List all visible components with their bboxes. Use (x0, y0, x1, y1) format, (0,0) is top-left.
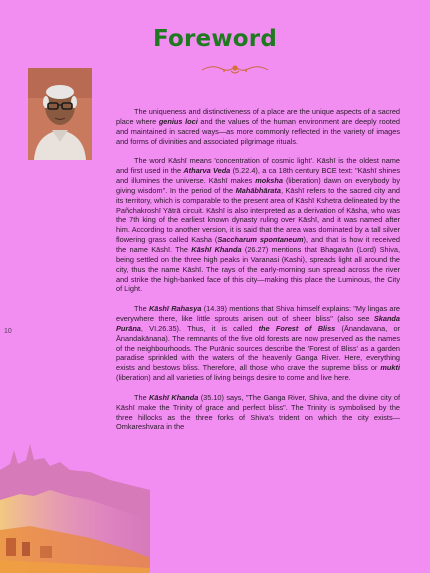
paragraph: The Kāshī Khanda (35.10) says, "The Ganga River, Shiva, and the divine city of Kāshī make the Trinity of grace and perfect bliss". The Trinity is symbolised by the three hillocks as the three forks of Shiva's trident on which the city exists—Omkareshvara in the (116, 392, 401, 432)
foreword-body (116, 107, 400, 442)
paragraph: The word Kāshī means 'concentration of cosmic light'. Kāshī is the oldest name and first used in the Atharva Veda (5.22.4), a ca 18th century BCE text: "Kāshī shines and illumines the universe. Kāshī makes moksha (liberation) dawn on everybody by giving wisdom". In the period of the Mahābhārata, Kāshī refers to the sacred city and its territory, which is comparable to the present area of Kāshī Kshetra delineated by the Pañchakroshī Yātrā circuit. Kāshī is also interpreted as a derivation of Kāsha, who was the 7th king of the earliest known dynasty ruling over Kāshī, and it was named after him. According to another version, it is said that the area was dominated by a tall silver flowering grass called Kasha (Saccharum spontaneum), and that is how it received the name Kāshī. The Kāshī Khanda (26.27) mentions that Bhagavān (Lord) Shiva, being settled on the three high peaks in Varanasi (Kashi), spreads light all around the city, thus the name Kāshī. The rays of the early-morning sun spread across the river and strike the high-banked face of this city—making this place the Luminous, the City of Light. (116, 156, 401, 294)
page-number: 10 (4, 328, 12, 335)
floral-divider-icon (200, 62, 270, 76)
paragraph: The Kāshī Rahasya (14.39) mentions that Shiva himself explains: "My lingas are everywhere there, like little sprouts arisen out of sheer bliss" (also see Skanda Purāna, VI.26.35). Thus, it is called the Forest of Bliss (Ānandavana, or Ānandakānana). The remnants of the five old forests are now preserved as the names of the neighbourhoods. The Purānic sources describe the 'Forest of Bliss' as a garden paradise sprinkled with the waters of the heavenly Ganga River. Here, everything exists and bestows bliss. Therefore, all those who crave the supreme bliss or mukti (liberation) and all varieties of living beings desire to come and live here. (116, 304, 400, 383)
paragraph: The uniqueness and distinctiveness of a place are the unique aspects of a sacred place where genius loci and the values of the human environment are deeply rooted and maintained in sacred ways—as more commonly reflected in the variety of images and forms of divinities and associated pilgrimage rituals. (116, 107, 401, 146)
page-title: Foreword (153, 26, 277, 52)
author-portrait (28, 68, 92, 160)
varanasi-ghats-illustration (0, 430, 150, 573)
